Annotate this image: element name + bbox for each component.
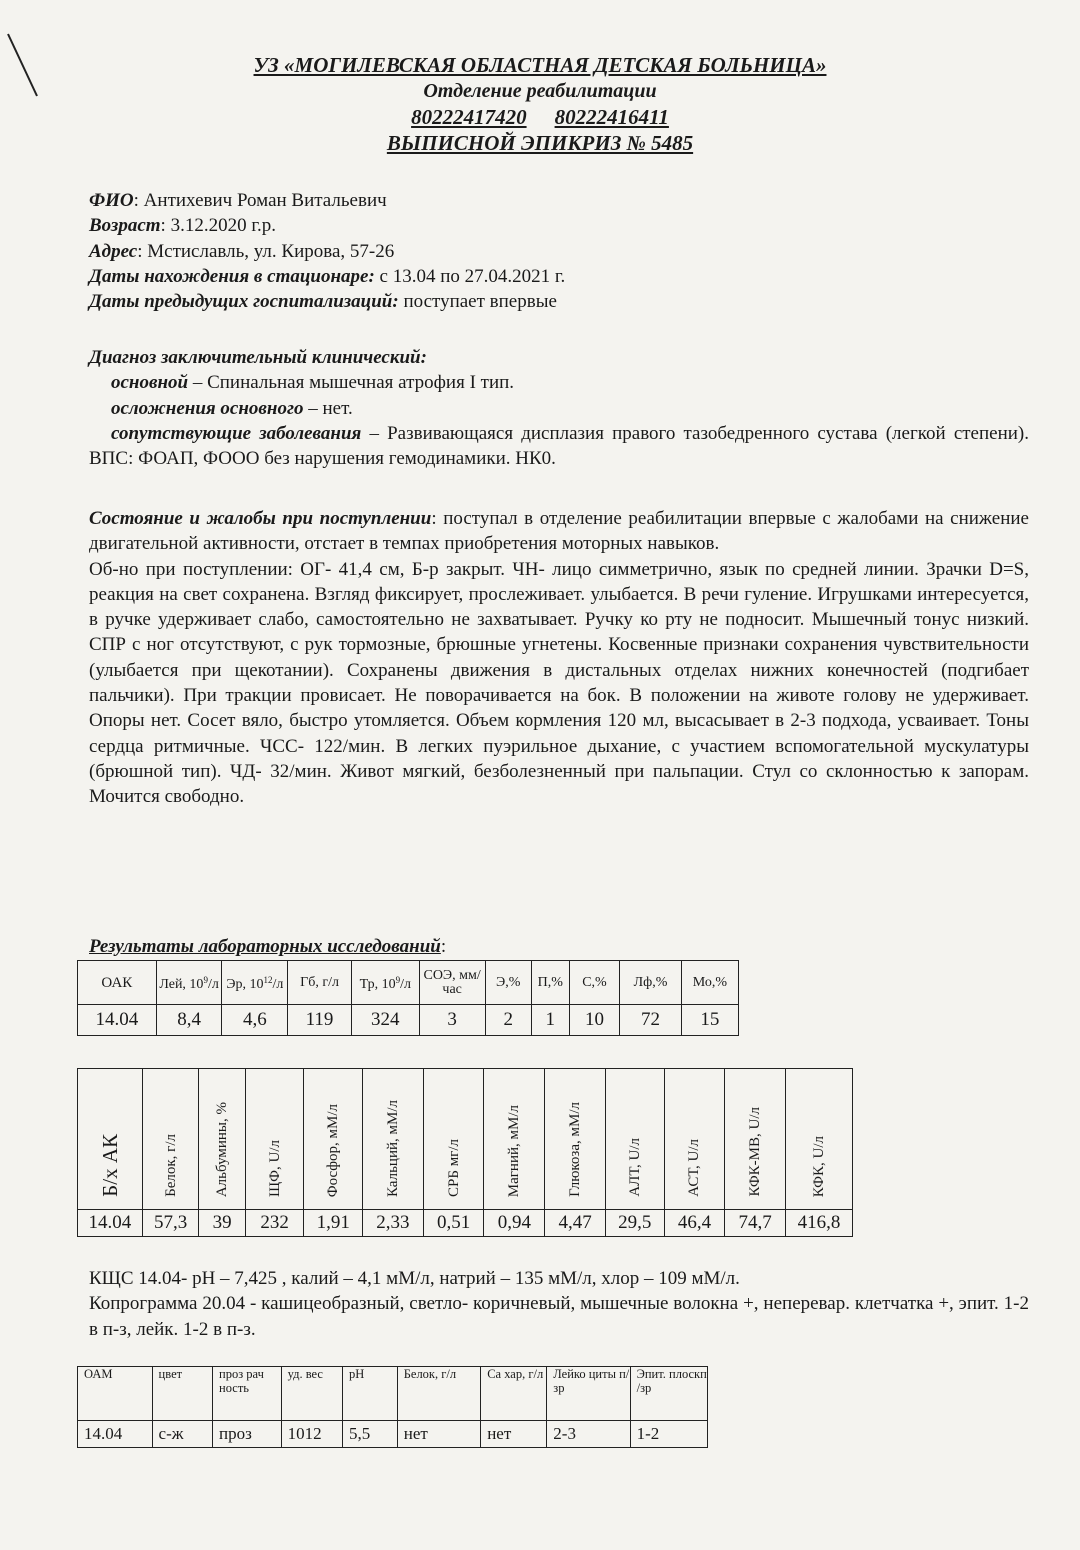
biochem-header <box>605 1069 664 1210</box>
cbc-cell: 119 <box>288 1005 352 1036</box>
text-fragment: 9 <box>395 975 401 985</box>
acid-base-and-coprogram <box>89 1266 1029 1342</box>
biochem-cell: 0,94 <box>484 1210 545 1237</box>
urinalysis-header: ОАМ <box>78 1367 153 1421</box>
biochem-cell: 416,8 <box>786 1210 853 1237</box>
urinalysis-row <box>78 1421 708 1448</box>
cbc-cell: 15 <box>681 1005 738 1036</box>
biochem-cell: 2,33 <box>363 1210 424 1237</box>
biochem-header <box>786 1069 853 1210</box>
lab-results-title <box>89 934 1029 959</box>
patient-address-line <box>89 239 1029 264</box>
concomitant-diseases <box>89 421 1029 472</box>
urinalysis-header: цвет <box>152 1367 213 1421</box>
cbc-header: ОАК <box>78 961 157 1005</box>
biochem-header <box>142 1069 199 1210</box>
text-fragment: поступает впервые <box>398 291 557 313</box>
patient-info <box>89 188 1029 314</box>
text-fragment: сопутствующие заболевания <box>111 422 362 444</box>
cbc-cell: 4,6 <box>222 1005 288 1036</box>
text-fragment: – Развивающаяся дисплазия правого тазобедренного сустава (легкой степени). ВПС: ФОАП, ФООО без нарушения гемодинамики. НК0. <box>89 422 1029 470</box>
biochem-header <box>725 1069 786 1210</box>
stay-dates-line <box>89 264 1029 289</box>
cbc-cell: 324 <box>351 1005 419 1036</box>
urinalysis-header: Белок, г/л <box>397 1367 480 1421</box>
text-fragment: Тр, 10 <box>359 977 396 992</box>
phone-1: 80222417420 <box>411 105 527 129</box>
phone-2: 80222416411 <box>554 105 669 129</box>
biochem-cell: 39 <box>199 1210 245 1237</box>
biochem-cell: 1,91 <box>304 1210 363 1237</box>
text-fragment: : 3.12.2020 г.р. <box>160 215 276 237</box>
biochem-header <box>245 1069 304 1210</box>
text-fragment: Б/х АК <box>97 1134 122 1197</box>
cbc-cell: 14.04 <box>78 1005 157 1036</box>
urinalysis-cell: 1-2 <box>630 1421 707 1448</box>
text-fragment: : <box>440 936 447 957</box>
department-name: Отделение реабилитации <box>423 80 657 102</box>
biochem-cell: 29,5 <box>605 1210 664 1237</box>
biochem-row <box>78 1210 853 1237</box>
diagnosis-title: Диагноз заключительный клинический: <box>89 347 427 368</box>
admission-status <box>89 506 1029 810</box>
text-fragment: КФК-МВ, U/л <box>747 1107 764 1197</box>
biochem-header <box>363 1069 424 1210</box>
cbc-header <box>351 961 419 1005</box>
text-fragment: /л <box>400 977 412 992</box>
text-fragment: Даты нахождения в стационаре: <box>89 265 375 287</box>
examination-paragraph: Об-но при поступлении: ОГ- 41,4 см, Б-р закрыт. ЧН- лицо симметрично, язык по средней линии. Зрачки D=S, реакция на свет сохранена. Взгляд фиксирует, прослеживает. улыбается. В речи гуление. Игрушками интересуется, в ручке удерживает слабо, самостоятельно не захватывает. Ручку ко рту не подносит. Мышечный тонус низкий. СПР с ног отсутствуют, с рук тормозные, брюшные угнетены. Косвенные признаки сохранения чувствительности (улыбается при щекотании). Сохранены движения в дистальных отделах нижних конечностей (подгибает пальчики). При тракции провисает. Не поворачивается на бок. В положении на животе голову не удерживает. Опоры нет. Сосет вяло, быстро утомляется. Объем кормления 120 мл, высасывает в 2-3 подхода, усваивает. Тоны сердца ритмичные. ЧСС- 122/мин. В легких пуэрильное дыхание, с участием вспомогательной мускулатуры (брюшной тип). ЧД- 32/мин. Живот мягкий, безболезненный при пальпации. Стул со склонностью к запорам. Мочится свободно. <box>89 558 1029 808</box>
cbc-header: Гб, г/л <box>288 961 352 1005</box>
urinalysis-cell: 2-3 <box>547 1421 630 1448</box>
cbc-cell: 3 <box>419 1005 485 1036</box>
text-fragment: АЛТ, U/л <box>626 1138 643 1197</box>
patient-name-line <box>89 188 1029 213</box>
text-fragment: : Антихевич Роман Витальевич <box>133 190 387 211</box>
cbc-header: С,% <box>569 961 620 1005</box>
phone-numbers <box>0 104 1080 130</box>
text-fragment: Состояние и жалобы при поступлении <box>89 508 432 529</box>
text-fragment: /л <box>272 977 284 992</box>
urinalysis-table <box>77 1366 708 1448</box>
cbc-header: П,% <box>531 961 569 1005</box>
text-fragment: 9 <box>203 975 208 985</box>
biochem-header <box>664 1069 725 1210</box>
patient-age-line <box>89 213 1029 238</box>
cbc-header <box>156 961 222 1005</box>
institution-name: УЗ «МОГИЛЕВСКАЯ ОБЛАСТНАЯ ДЕТСКАЯ БОЛЬНИЦА» <box>253 53 827 77</box>
biochem-header <box>304 1069 363 1210</box>
text-fragment: /л <box>207 977 219 992</box>
urinalysis-header: Эпит. плоскп /зр <box>630 1367 707 1421</box>
biochem-header <box>78 1069 143 1210</box>
cbc-header <box>222 961 288 1005</box>
cbc-cell: 1 <box>531 1005 569 1036</box>
cbc-header: Лф,% <box>620 961 681 1005</box>
text-fragment: Адрес <box>89 240 138 262</box>
text-fragment: – нет. <box>303 397 353 419</box>
biochem-cell: 4,47 <box>545 1210 606 1237</box>
cbc-cell: 8,4 <box>156 1005 222 1036</box>
biochem-cell: 0,51 <box>423 1210 484 1237</box>
text-fragment: основной <box>111 372 189 394</box>
cbc-cell: 10 <box>569 1005 620 1036</box>
main-diagnosis <box>89 370 1029 395</box>
text-fragment: Возраст <box>89 215 161 237</box>
text-fragment: Фосфор, мМ/л <box>325 1103 342 1197</box>
text-fragment: с 13.04 по 27.04.2021 г. <box>374 265 566 287</box>
text-fragment: АСТ, U/л <box>686 1139 703 1197</box>
biochem-cell: 232 <box>245 1210 304 1237</box>
text-fragment: Кальций, мМ/л <box>384 1100 401 1197</box>
text-fragment: СРБ мг/л <box>445 1138 462 1197</box>
urinalysis-header: Са хар, г/л <box>481 1367 547 1421</box>
text-fragment: Глюкоза, мМ/л <box>567 1102 584 1197</box>
biochem-header <box>423 1069 484 1210</box>
coprogram-paragraph: Копрограмма 20.04 - кашицеобразный, светло- коричневый, мышечные волокна +, неперевар. клетчатка +, эпит. 1-2 в п-з, лейк. 1-2 в п-з. <box>89 1293 1029 1340</box>
urinalysis-cell: проз <box>213 1421 282 1448</box>
biochem-header <box>199 1069 245 1210</box>
text-fragment: Белок, г/л <box>162 1134 179 1197</box>
text-fragment: Магний, мМ/л <box>506 1104 523 1197</box>
previous-stays-line <box>89 289 1029 314</box>
text-fragment: Даты предыдущих госпитализаций: <box>89 291 399 313</box>
cbc-cell: 2 <box>485 1005 531 1036</box>
text-fragment: : поступал в отделение реабилитации впервые с жалобами на снижение двигательной активности, отстает в темпах приобретения моторных навыков. <box>89 508 1029 555</box>
text-fragment: Лей, 10 <box>159 977 204 992</box>
text-fragment: : Мстиславль, ул. Кирова, 57-26 <box>137 240 395 262</box>
cbc-table <box>77 960 739 1036</box>
acid-base-line: КЩС 14.04- pH – 7,425 , калий – 4,1 мМ/л, натрий – 135 мМ/л, хлор – 109 мМ/л. <box>89 1268 740 1289</box>
urinalysis-cell: нет <box>397 1421 480 1448</box>
biochem-cell: 14.04 <box>78 1210 143 1237</box>
text-fragment: – Спинальная мышечная атрофия I тип. <box>188 372 515 394</box>
cbc-header: Мо,% <box>681 961 738 1005</box>
text-fragment: ФИО <box>89 190 134 211</box>
complications <box>89 396 1029 421</box>
biochem-header <box>484 1069 545 1210</box>
biochemistry-table <box>77 1068 853 1237</box>
urinalysis-header: уд. вес <box>281 1367 342 1421</box>
urinalysis-header: pH <box>342 1367 397 1421</box>
cbc-header: СОЭ, мм/час <box>419 961 485 1005</box>
urinalysis-cell: 1012 <box>281 1421 342 1448</box>
biochem-cell: 57,3 <box>142 1210 199 1237</box>
diagnosis-section <box>89 345 1029 471</box>
cbc-header: Э,% <box>485 961 531 1005</box>
urinalysis-cell: с-ж <box>152 1421 213 1448</box>
biochem-cell: 74,7 <box>725 1210 786 1237</box>
urinalysis-header: Лейко циты п/зр <box>547 1367 630 1421</box>
cbc-row <box>78 1005 739 1036</box>
text-fragment: Результаты лабораторных исследований <box>89 936 441 957</box>
cbc-cell: 72 <box>620 1005 681 1036</box>
document-header <box>0 52 1080 156</box>
text-fragment: ЩФ, U/л <box>266 1140 283 1197</box>
urinalysis-cell: 14.04 <box>78 1421 153 1448</box>
biochem-header <box>545 1069 606 1210</box>
complaints-paragraph <box>89 506 1029 557</box>
document-title: ВЫПИСНОЙ ЭПИКРИЗ № 5485 <box>386 131 694 155</box>
text-fragment: Эр, 10 <box>226 977 264 992</box>
urinalysis-header: проз рач ность <box>213 1367 282 1421</box>
text-fragment: Альбумины, % <box>214 1101 231 1197</box>
biochem-cell: 46,4 <box>664 1210 725 1237</box>
text-fragment: КФК, U/л <box>811 1135 827 1197</box>
urinalysis-cell: нет <box>481 1421 547 1448</box>
urinalysis-cell: 5,5 <box>342 1421 397 1448</box>
text-fragment: осложнения основного <box>111 397 304 419</box>
text-fragment: 12 <box>263 975 273 985</box>
